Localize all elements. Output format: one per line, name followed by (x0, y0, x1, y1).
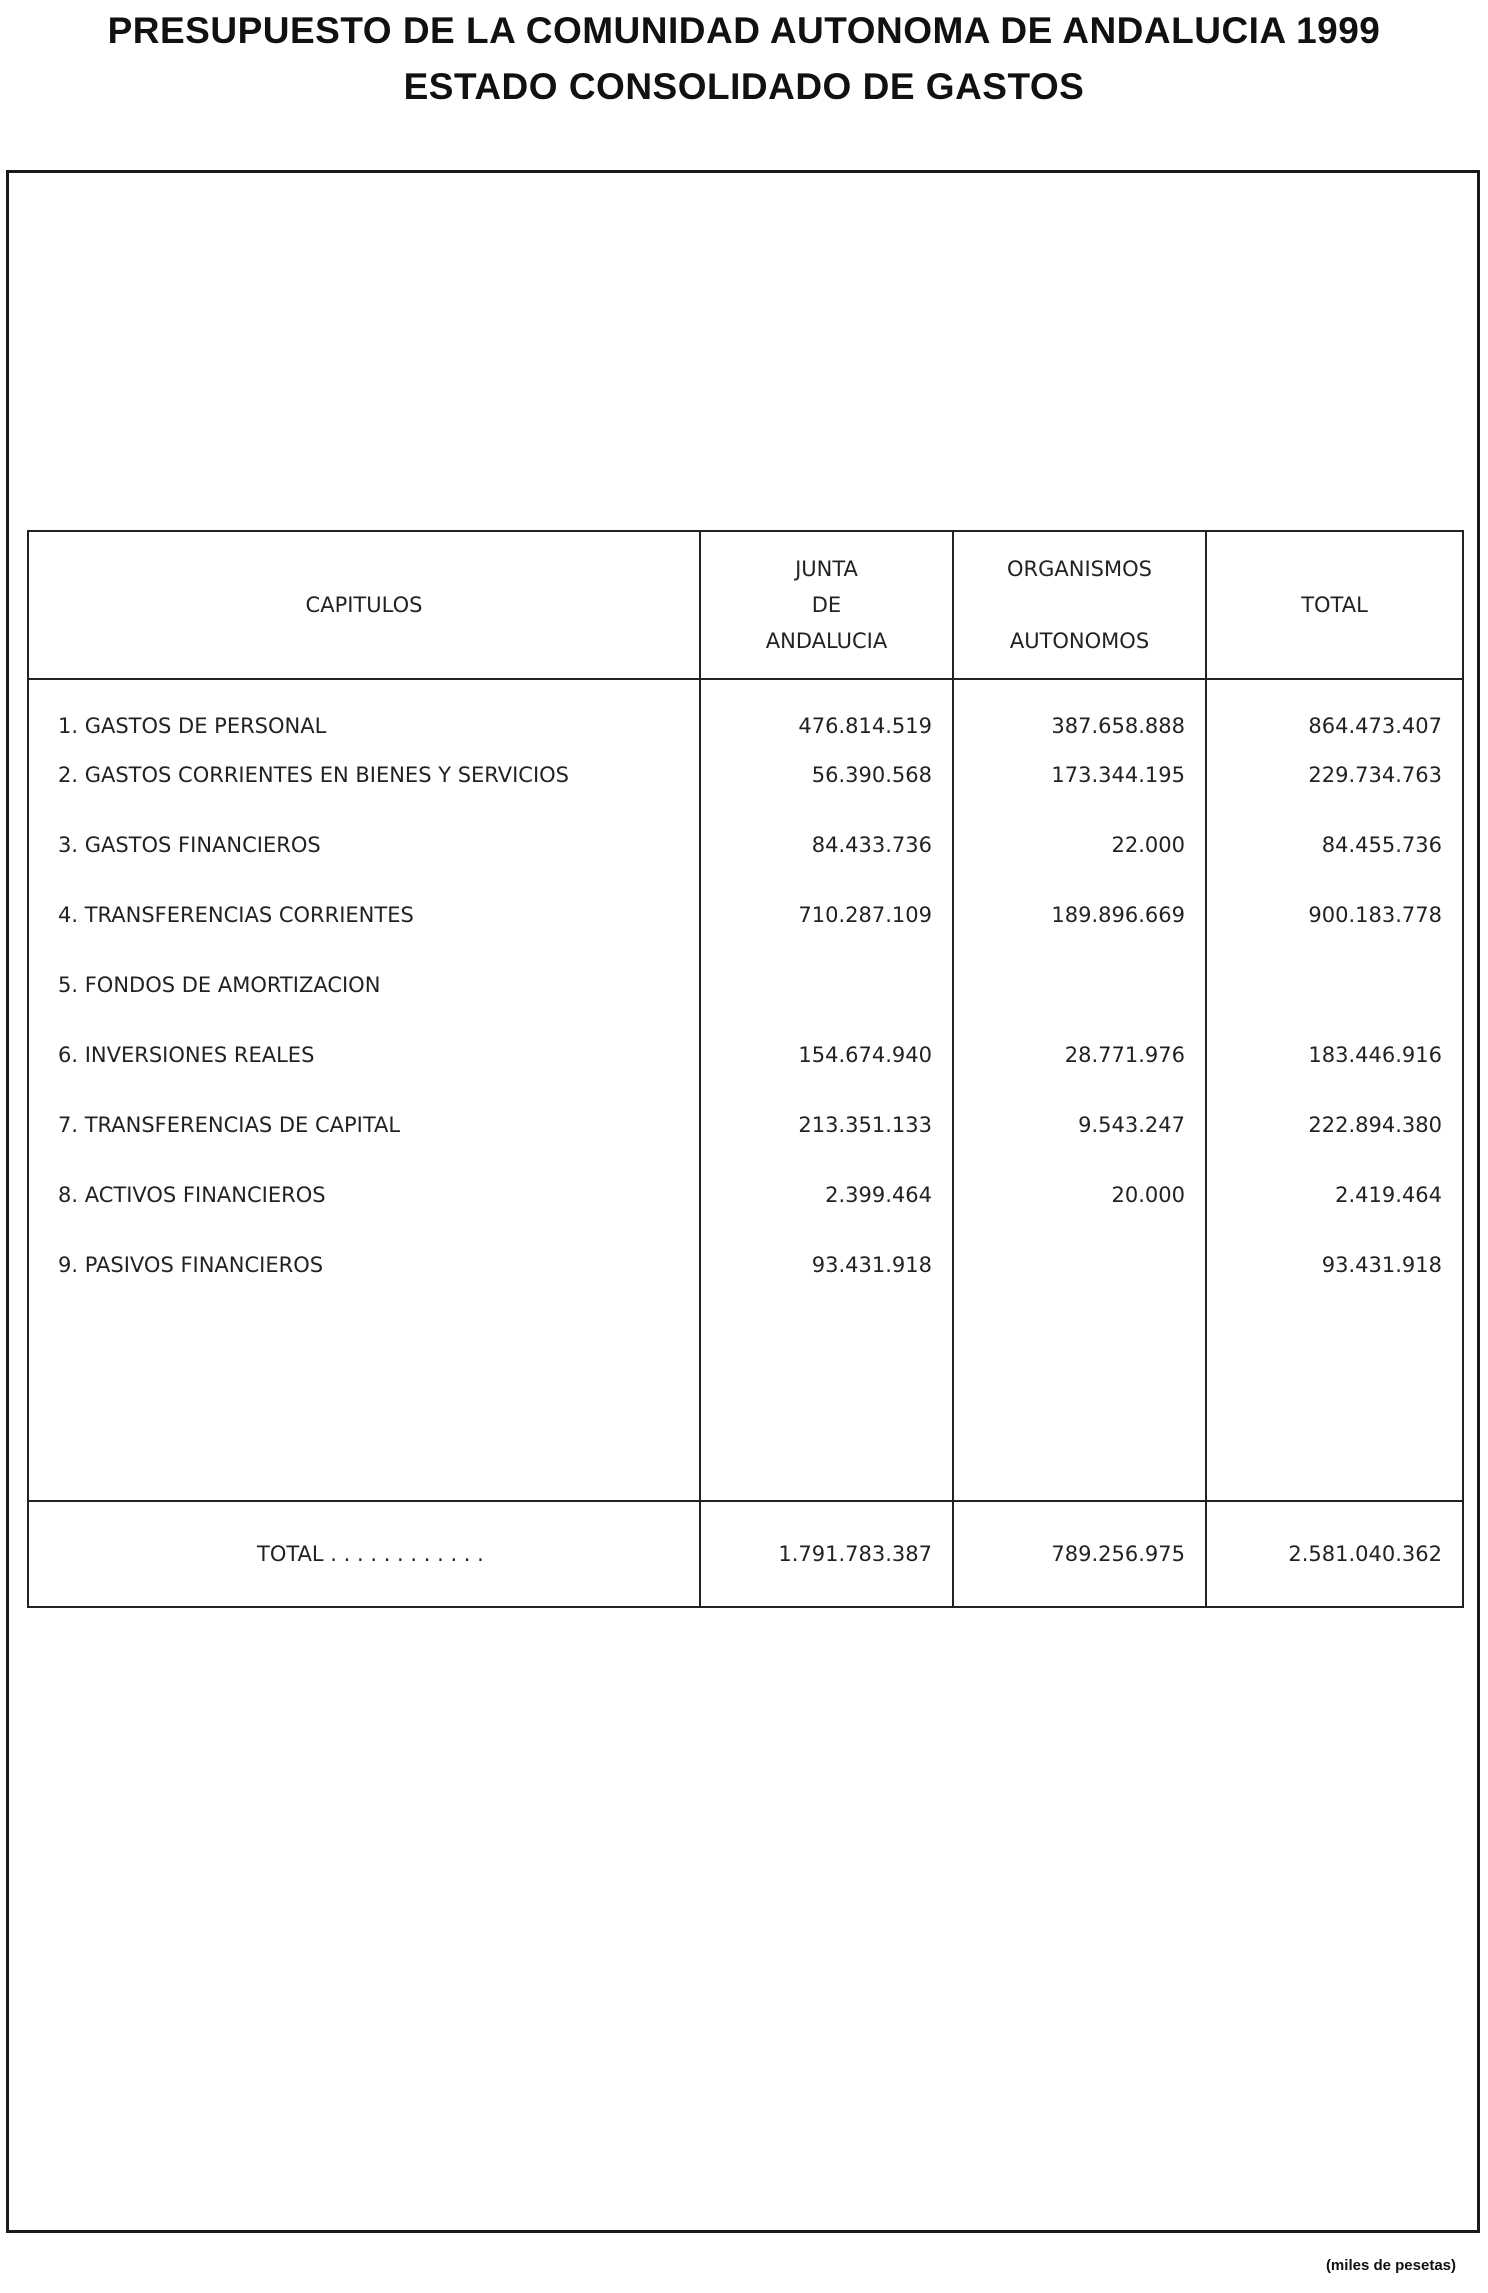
row-total-value: 900.183.778 (1206, 880, 1463, 950)
table-row (28, 679, 1463, 740)
budget-table (27, 530, 1464, 1608)
table-row (28, 1160, 1463, 1230)
row-junta-value: 84.433.736 (700, 810, 953, 880)
total-label: TOTAL . . . . . . . . . . . . (28, 1501, 700, 1607)
total-organismos-value: 789.256.975 (953, 1501, 1206, 1607)
row-total-value: 864.473.407 (1206, 679, 1463, 740)
row-capitulo: 6. INVERSIONES REALES (28, 1020, 700, 1090)
row-organismos-value: 173.344.195 (953, 740, 1206, 810)
row-organismos-value: 28.771.976 (953, 1020, 1206, 1090)
table-row (28, 880, 1463, 950)
document-subtitle: ESTADO CONSOLIDADO DE GASTOS (403, 66, 1085, 107)
header-junta-line: ANDALUCIA (765, 629, 888, 653)
table-row (28, 950, 1463, 1020)
row-junta-value: 154.674.940 (700, 1020, 953, 1090)
header-total (1206, 531, 1463, 679)
row-organismos-value: 9.543.247 (953, 1090, 1206, 1160)
row-capitulo: 2. GASTOS CORRIENTES EN BIENES Y SERVICIOS (28, 740, 700, 810)
spacer-cell (953, 1300, 1206, 1501)
header-organismos-line: ORGANISMOS (1007, 557, 1152, 581)
document-title: PRESUPUESTO DE LA COMUNIDAD AUTONOMA DE ANDALUCIA 1999 (107, 10, 1381, 51)
row-junta-value: 56.390.568 (700, 740, 953, 810)
row-total-value (1206, 950, 1463, 1020)
row-junta-value: 93.431.918 (700, 1230, 953, 1300)
spacer-cell (700, 1300, 953, 1501)
row-organismos-value: 20.000 (953, 1160, 1206, 1230)
table-header-row (28, 531, 1463, 679)
header-total-label: TOTAL (1301, 593, 1368, 617)
table-spacer-row (28, 1300, 1463, 1501)
row-organismos-value (953, 1230, 1206, 1300)
row-total-value: 183.446.916 (1206, 1020, 1463, 1090)
spacer-cell (1206, 1300, 1463, 1501)
row-total-value: 93.431.918 (1206, 1230, 1463, 1300)
row-total-value: 84.455.736 (1206, 810, 1463, 880)
header-capitulos (28, 531, 700, 679)
row-total-value: 222.894.380 (1206, 1090, 1463, 1160)
row-junta-value: 2.399.464 (700, 1160, 953, 1230)
table-row (28, 1090, 1463, 1160)
row-organismos-value: 189.896.669 (953, 880, 1206, 950)
row-capitulo: 5. FONDOS DE AMORTIZACION (28, 950, 700, 1020)
header-junta (700, 531, 953, 679)
header-organismos (953, 531, 1206, 679)
row-junta-value: 710.287.109 (700, 880, 953, 950)
row-capitulo: 3. GASTOS FINANCIEROS (28, 810, 700, 880)
units-footnote: (miles de pesetas) (1325, 2257, 1456, 2274)
spacer-cell (28, 1300, 700, 1501)
table-total-row (28, 1501, 1463, 1607)
table-row (28, 740, 1463, 810)
header-junta-line: JUNTA (795, 557, 858, 581)
row-capitulo: 8. ACTIVOS FINANCIEROS (28, 1160, 700, 1230)
row-capitulo: 9. PASIVOS FINANCIEROS (28, 1230, 700, 1300)
header-junta-line: DE (811, 593, 842, 617)
table-row (28, 1020, 1463, 1090)
row-total-value: 229.734.763 (1206, 740, 1463, 810)
row-junta-value (700, 950, 953, 1020)
row-junta-value: 476.814.519 (700, 679, 953, 740)
row-organismos-value: 387.658.888 (953, 679, 1206, 740)
table-row (28, 1230, 1463, 1300)
row-organismos-value (953, 950, 1206, 1020)
table-row (28, 810, 1463, 880)
row-capitulo: 1. GASTOS DE PERSONAL (28, 679, 700, 740)
header-capitulos-label: CAPITULOS (305, 593, 423, 617)
row-total-value: 2.419.464 (1206, 1160, 1463, 1230)
row-capitulo: 7. TRANSFERENCIAS DE CAPITAL (28, 1090, 700, 1160)
row-organismos-value: 22.000 (953, 810, 1206, 880)
header-organismos-line: AUTONOMOS (1009, 629, 1150, 653)
total-junta-value: 1.791.783.387 (700, 1501, 953, 1607)
row-capitulo: 4. TRANSFERENCIAS CORRIENTES (28, 880, 700, 950)
row-junta-value: 213.351.133 (700, 1090, 953, 1160)
total-total-value: 2.581.040.362 (1206, 1501, 1463, 1607)
